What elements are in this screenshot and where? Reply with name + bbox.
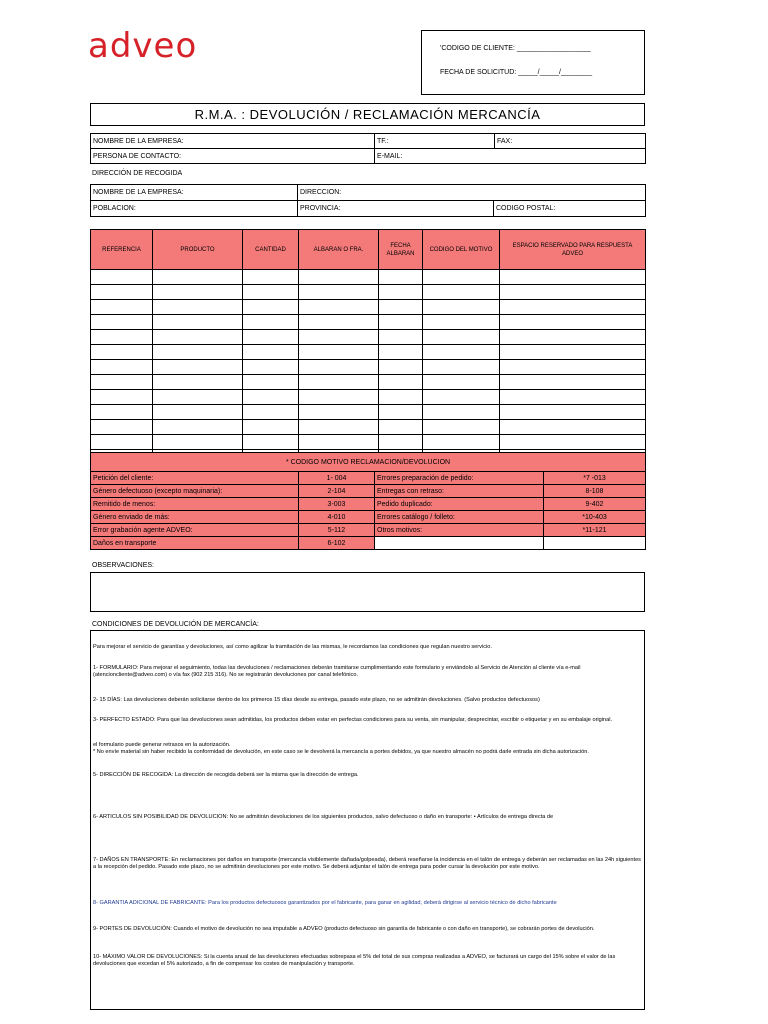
reason-code: 5-112 [299, 524, 375, 537]
items-table [90, 229, 646, 465]
item-cell[interactable] [299, 285, 379, 300]
condition-return-shipping: 9- PORTES DE DEVOLUCIÓN: Cuando el motivo de devolución no sea imputable a ADVEO (producto defectuoso sin garantía de fabricante o con daño en transporte), se cobrarán portes de devolución. [93, 926, 595, 932]
item-cell[interactable] [423, 330, 500, 345]
condition-form: 1- FORMULARIO: Para mejorar el seguimiento, todas las devoluciones / reclamaciones deberán tramitarse cumplimentando este formulario y enviándolo al Servicio de Atención al cliente vía e-mail (atencioncliente@adveo.com) o vía fax (902 215 316). No se registrarán devoluciones por canal telefónico. [93, 665, 581, 678]
pickup-company-field[interactable]: NOMBRE DE LA EMPRESA: [91, 185, 298, 201]
item-cell[interactable] [243, 300, 299, 315]
col-header-reason-code: CODIGO DEL MOTIVO [423, 230, 500, 270]
item-cell[interactable] [500, 405, 646, 420]
client-info-box [421, 30, 645, 95]
reason-label: Entregas con retraso: [375, 485, 544, 498]
item-row [91, 330, 646, 345]
item-cell[interactable] [243, 420, 299, 435]
item-row [91, 390, 646, 405]
item-cell[interactable] [91, 270, 153, 285]
item-cell[interactable] [153, 315, 243, 330]
item-row [91, 405, 646, 420]
reason-label: Otros motivos: [375, 524, 544, 537]
item-cell[interactable] [243, 405, 299, 420]
pickup-address-table [90, 184, 646, 217]
condition-non-returnable: 6- ARTÍCULOS SIN POSIBILIDAD DE DEVOLUCIÓN: No se admitirán devoluciones de los siguientes productos, salvo defectuoso o daño en transporte: • Artículos de entrega directa de [93, 814, 554, 820]
reason-code: 9-402 [544, 498, 646, 511]
reason-code: *11-121 [544, 524, 646, 537]
item-cell[interactable] [243, 435, 299, 450]
col-header-invoice: ALBARAN O FRA. [299, 230, 379, 270]
col-header-reference: REFERENCIA [91, 230, 153, 270]
item-row [91, 375, 646, 390]
item-row [91, 285, 646, 300]
reason-code: 3-003 [299, 498, 375, 511]
item-cell[interactable] [500, 330, 646, 345]
item-cell[interactable] [153, 435, 243, 450]
item-cell[interactable] [500, 390, 646, 405]
reason-code [544, 537, 646, 550]
item-cell[interactable] [243, 315, 299, 330]
item-cell[interactable] [379, 375, 423, 390]
item-cell[interactable] [299, 345, 379, 360]
item-cell[interactable] [379, 285, 423, 300]
item-cell[interactable] [500, 360, 646, 375]
item-row [91, 360, 646, 375]
pickup-city-field[interactable]: POBLACION: [91, 201, 298, 217]
item-cell[interactable] [423, 300, 500, 315]
contact-person-field[interactable]: PERSONA DE CONTACTO: [91, 149, 375, 164]
item-cell[interactable] [243, 285, 299, 300]
item-cell[interactable] [91, 375, 153, 390]
condition-transport-damage: 7- DAÑOS EN TRANSPORTE: En reclamaciones por daños en transporte (mercancía visiblemente dañada/golpeada), deberá reseñarse la incidencia en el talón de entrega y deberán ser reclamadas en las 24h siguientes a la recepción del pedido. Pasado este plazo, no se admitirán devoluciones por este motivo. Se deberá adjuntar el talón de entrega para poder cursar la devolución por este motivo. [93, 857, 641, 870]
item-cell[interactable] [423, 270, 500, 285]
item-cell[interactable] [500, 420, 646, 435]
reason-label: Género defectuoso (excepto maquinaria): [91, 485, 299, 498]
conditions-label: CONDICIONES DE DEVOLUCIÓN DE MERCANCÍA: [92, 621, 259, 628]
item-cell[interactable] [299, 330, 379, 345]
col-header-invoice-date: FECHA ALBARAN [379, 230, 423, 270]
item-cell[interactable] [91, 360, 153, 375]
item-cell[interactable] [500, 285, 646, 300]
item-cell[interactable] [299, 375, 379, 390]
item-cell[interactable] [91, 420, 153, 435]
observations-label: OBSERVACIONES: [92, 562, 154, 569]
item-cell[interactable] [423, 360, 500, 375]
item-cell[interactable] [500, 435, 646, 450]
item-cell[interactable] [379, 315, 423, 330]
item-cell[interactable] [153, 330, 243, 345]
reason-label: Errores catálogo / folleto: [375, 511, 544, 524]
reason-code-row [91, 485, 646, 498]
reason-codes-title: * CODIGO MOTIVO RECLAMACION/DEVOLUCION [91, 453, 646, 472]
item-cell[interactable] [243, 345, 299, 360]
pickup-postal-field[interactable]: CODIGO POSTAL: [494, 201, 646, 217]
item-cell[interactable] [500, 375, 646, 390]
reason-label: Daños en transporte [91, 537, 299, 550]
item-cell[interactable] [91, 345, 153, 360]
reason-label: Género enviado de más: [91, 511, 299, 524]
item-cell[interactable] [299, 360, 379, 375]
fax-field[interactable]: FAX: [495, 134, 646, 149]
reason-label: Petición del cliente: [91, 472, 299, 485]
reason-label [375, 537, 544, 550]
item-cell[interactable] [299, 390, 379, 405]
request-date-field[interactable]: FECHA DE SOLICITUD: _____/_____/________ [440, 69, 593, 76]
conditions-box [90, 630, 645, 1010]
email-field[interactable]: E-MAIL: [375, 149, 646, 164]
item-cell[interactable] [379, 405, 423, 420]
item-cell[interactable] [153, 285, 243, 300]
pickup-section-label: DIRECCIÓN DE RECOGIDA [92, 170, 183, 177]
reason-code-row [91, 498, 646, 511]
item-cell[interactable] [299, 270, 379, 285]
condition-15-days: 2- 15 DÍAS: Las devoluciones deberán solicitarse dentro de los primeros 15 días desde su entrega, pasado este plazo, no se admitirán devoluciones. (Salvo productos defectuosos) [93, 697, 540, 703]
item-cell[interactable] [299, 405, 379, 420]
item-row [91, 435, 646, 450]
item-cell[interactable] [423, 405, 500, 420]
reason-codes-table [90, 452, 646, 550]
reason-label: Pedido duplicado: [375, 498, 544, 511]
item-cell[interactable] [500, 345, 646, 360]
item-cell[interactable] [153, 345, 243, 360]
item-cell[interactable] [243, 360, 299, 375]
pickup-address-field[interactable]: DIRECCION: [298, 185, 646, 201]
item-cell[interactable] [243, 390, 299, 405]
company-name-field[interactable]: NOMBRE DE LA EMPRESA: [91, 134, 375, 149]
reason-code: 8-108 [544, 485, 646, 498]
item-cell[interactable] [379, 270, 423, 285]
adveo-logo: adveo [88, 26, 198, 66]
item-cell[interactable] [91, 330, 153, 345]
item-cell[interactable] [379, 345, 423, 360]
reason-code-row [91, 537, 646, 550]
item-cell[interactable] [423, 285, 500, 300]
item-cell[interactable] [423, 375, 500, 390]
item-cell[interactable] [153, 420, 243, 435]
item-cell[interactable] [379, 435, 423, 450]
item-cell[interactable] [423, 345, 500, 360]
item-cell[interactable] [91, 435, 153, 450]
item-cell[interactable] [500, 270, 646, 285]
item-row [91, 270, 646, 285]
item-cell[interactable] [299, 435, 379, 450]
condition-perfect-state: 3- PERFECTO ESTADO: Para que las devoluciones sean admitidas, los productos deben estar en perfectas condiciones para su venta, sin manipular, desprecintar, escribir o etiquetar y en su embalaje original. [93, 717, 613, 723]
reason-label: Errores preparación de pedido: [375, 472, 544, 485]
reason-code-row [91, 524, 646, 537]
item-cell[interactable] [243, 270, 299, 285]
item-cell[interactable] [91, 405, 153, 420]
item-cell[interactable] [91, 315, 153, 330]
condition-pickup-address: 5- DIRECCIÓN DE RECOGIDA: La dirección de recogida deberá ser la misma que la dirección de entrega. [93, 772, 359, 778]
phone-field[interactable]: TF.: [375, 134, 495, 149]
item-cell[interactable] [299, 420, 379, 435]
condition-authorization: el formulario puede generar retrasos en la autorización. * No envíe material sin haber recibido la conformidad de devolución, en este caso se le devolverá la mercancía a portes debidos, ya que nuestro almacén no podrá darle entrada sin dicha autorización. [93, 742, 589, 755]
item-cell[interactable] [500, 315, 646, 330]
item-cell[interactable] [153, 390, 243, 405]
item-cell[interactable] [153, 405, 243, 420]
item-cell[interactable] [423, 315, 500, 330]
item-cell[interactable] [379, 330, 423, 345]
item-cell[interactable] [153, 270, 243, 285]
reason-label: Error grabación agente ADVEO: [91, 524, 299, 537]
reason-code-row [91, 511, 646, 524]
reason-code: 2-104 [299, 485, 375, 498]
reason-code: 6-102 [299, 537, 375, 550]
item-row [91, 345, 646, 360]
item-cell[interactable] [500, 300, 646, 315]
col-header-quantity: CANTIDAD [243, 230, 299, 270]
reason-code: 4-010 [299, 511, 375, 524]
item-cell[interactable] [91, 300, 153, 315]
item-row [91, 315, 646, 330]
item-cell[interactable] [91, 390, 153, 405]
form-title: R.M.A. : DEVOLUCIÓN / RECLAMACIÓN MERCANCÍA [90, 103, 645, 126]
item-cell[interactable] [423, 435, 500, 450]
pickup-province-field[interactable]: PROVINCIA: [298, 201, 494, 217]
conditions-intro: Para mejorar el servicio de garantías y devoluciones, así como agilizar la tramitación de las mismas, le recordamos las condiciones que regulan nuestro servicio. [93, 644, 492, 650]
item-cell[interactable] [243, 375, 299, 390]
condition-max-returns: 10- MÁXIMO VALOR DE DEVOLUCIONES: Si la cuenta anual de las devoluciones efectuadas sobrepasa el 5% del total de sus compras realizadas a ADVEO, se facturará un cargo del 15% sobre el valor de las devoluciones que excedan el 5% autorizado, a fin de compensar los costes de manipulación y transporte. [93, 954, 616, 967]
item-cell[interactable] [379, 300, 423, 315]
item-cell[interactable] [423, 390, 500, 405]
item-cell[interactable] [91, 285, 153, 300]
item-cell[interactable] [299, 315, 379, 330]
company-info-table [90, 133, 646, 164]
reason-code: *10-403 [544, 511, 646, 524]
item-cell[interactable] [379, 390, 423, 405]
item-row [91, 300, 646, 315]
item-cell[interactable] [379, 360, 423, 375]
col-header-adveo-response: ESPACIO RESERVADO PARA RESPUESTA ADVEO [500, 230, 646, 270]
reason-label: Remitido de menos: [91, 498, 299, 511]
reason-code: *7 -013 [544, 472, 646, 485]
item-cell[interactable] [379, 420, 423, 435]
item-cell[interactable] [299, 300, 379, 315]
item-cell[interactable] [243, 330, 299, 345]
item-cell[interactable] [423, 420, 500, 435]
observations-field[interactable] [90, 572, 645, 612]
col-header-product: PRODUCTO [153, 230, 243, 270]
item-row [91, 420, 646, 435]
item-cell[interactable] [153, 300, 243, 315]
item-cell[interactable] [153, 360, 243, 375]
reason-code-row [91, 472, 646, 485]
client-code-field[interactable]: 'CODIGO DE CLIENTE: ___________________ [440, 45, 591, 52]
reason-code: 1- 004 [299, 472, 375, 485]
item-cell[interactable] [153, 375, 243, 390]
condition-manufacturer-warranty: 8- GARANTÍA ADICIONAL DE FABRICANTE: Para los productos defectuosos garantizados por el fabricante, para ganar en agilidad, deberá dirigirse al servicio técnico de dicho fabricante [93, 900, 557, 906]
